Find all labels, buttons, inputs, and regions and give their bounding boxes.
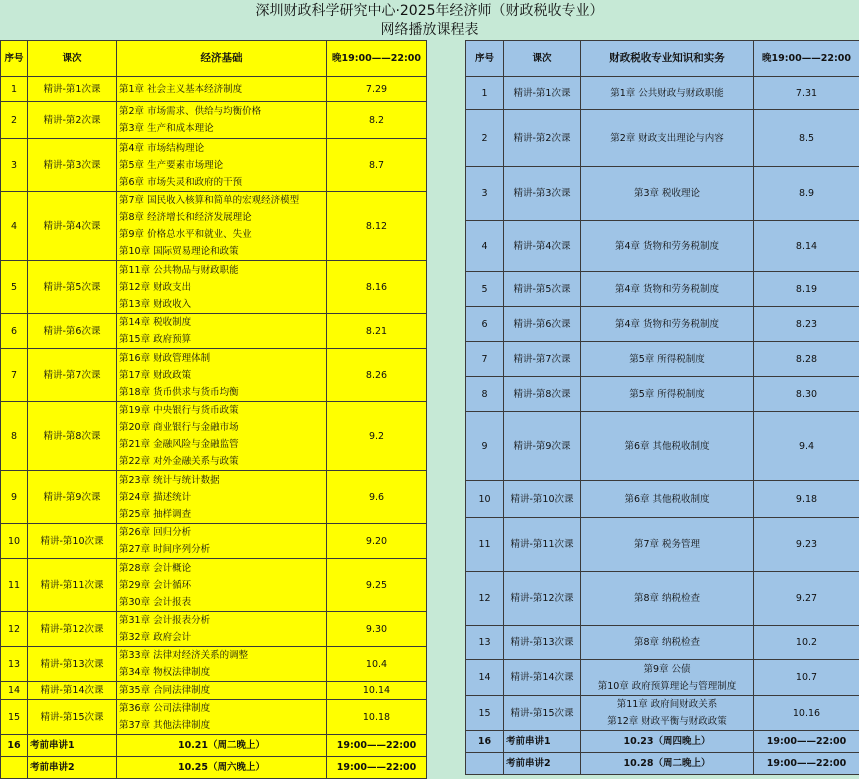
chapter-item: 第4章 货物和劳务税制度 [583, 238, 751, 255]
lesson-date: 9.27 [754, 572, 859, 626]
row-number: 11 [466, 518, 504, 572]
lesson-name: 精讲-第2次课 [28, 102, 117, 139]
chapter-list [581, 572, 754, 626]
table-row [466, 167, 859, 221]
row-number: 9 [1, 471, 28, 524]
chapter-list [117, 77, 327, 102]
chapter-item: 第2章 市场需求、供给与均衡价格 [119, 103, 324, 120]
lesson-name: 精讲-第10次课 [504, 481, 581, 518]
lesson-date: 10.4 [327, 647, 427, 682]
chapter-list [581, 272, 754, 307]
review-time: 19:00——22:00 [754, 731, 859, 753]
chapter-item: 第6章 其他税收制度 [583, 491, 751, 508]
lesson-date: 10.7 [754, 660, 859, 696]
review-lesson: 考前串讲1 [28, 735, 117, 757]
chapter-list [581, 412, 754, 481]
chapter-item: 第2章 财政支出理论与内容 [583, 130, 751, 147]
right-header-subject: 财政税收专业知识和实务 [581, 41, 754, 77]
row-number [466, 753, 504, 775]
table-row [466, 77, 859, 110]
left-header-time: 晚19:00——22:00 [327, 41, 427, 77]
chapter-item: 第13章 财政收入 [119, 296, 324, 313]
review-time: 19:00——22:00 [327, 757, 427, 779]
chapter-item: 第9章 公债 [583, 661, 751, 678]
chapter-item: 第36章 公司法律制度 [119, 700, 324, 717]
row-number: 9 [466, 412, 504, 481]
review-time: 19:00——22:00 [754, 753, 859, 775]
table-row [466, 307, 859, 342]
table-row [1, 102, 427, 139]
review-date: 10.23（周四晚上） [581, 731, 754, 753]
chapter-list [117, 682, 327, 700]
chapter-item: 第22章 对外金融关系与政策 [119, 453, 324, 470]
table-row [466, 660, 859, 696]
row-number: 7 [1, 349, 28, 402]
row-number: 16 [1, 735, 28, 757]
lesson-name: 精讲-第9次课 [28, 471, 117, 524]
review-lesson: 考前串讲2 [28, 757, 117, 779]
chapter-item: 第17章 财政政策 [119, 367, 324, 384]
lesson-name: 精讲-第14次课 [28, 682, 117, 700]
lesson-date: 7.29 [327, 77, 427, 102]
lesson-name: 精讲-第3次课 [28, 139, 117, 192]
right-header-no: 序号 [466, 41, 504, 77]
table-row [1, 139, 427, 192]
lesson-date: 10.16 [754, 696, 859, 731]
row-number: 12 [1, 612, 28, 647]
left-header-subject: 经济基础 [117, 41, 327, 77]
lesson-date: 9.2 [327, 402, 427, 471]
chapter-item: 第8章 纳税检查 [583, 634, 751, 651]
chapter-item: 第25章 抽样调查 [119, 506, 324, 523]
chapter-item: 第31章 会计报表分析 [119, 612, 324, 629]
chapter-item: 第6章 其他税收制度 [583, 438, 751, 455]
lesson-date: 10.18 [327, 700, 427, 735]
table-row [1, 559, 427, 612]
table-row [466, 272, 859, 307]
review-lesson: 考前串讲2 [504, 753, 581, 775]
lesson-date: 8.30 [754, 377, 859, 412]
table-row [1, 77, 427, 102]
row-number: 3 [1, 139, 28, 192]
review-row [1, 757, 427, 779]
chapter-list [117, 647, 327, 682]
chapter-item: 第29章 会计循环 [119, 577, 324, 594]
row-number: 14 [466, 660, 504, 696]
lesson-date: 7.31 [754, 77, 859, 110]
lesson-date: 9.18 [754, 481, 859, 518]
table-row [466, 696, 859, 731]
row-number [1, 757, 28, 779]
lesson-date: 8.19 [754, 272, 859, 307]
review-date: 10.21（周二晚上） [117, 735, 327, 757]
chapter-list [581, 342, 754, 377]
chapter-list [581, 307, 754, 342]
chapter-list [581, 77, 754, 110]
row-number: 4 [466, 221, 504, 272]
chapter-item: 第18章 货币供求与货币均衡 [119, 384, 324, 401]
row-number: 1 [1, 77, 28, 102]
row-number: 3 [466, 167, 504, 221]
review-time: 19:00——22:00 [327, 735, 427, 757]
chapter-item: 第19章 中央银行与货币政策 [119, 402, 324, 419]
review-lesson: 考前串讲1 [504, 731, 581, 753]
table-row [1, 612, 427, 647]
lesson-name: 精讲-第1次课 [504, 77, 581, 110]
chapter-item: 第33章 法律对经济关系的调整 [119, 647, 324, 664]
review-date: 10.25（周六晚上） [117, 757, 327, 779]
chapter-item: 第37章 其他法律制度 [119, 717, 324, 734]
chapter-list [581, 377, 754, 412]
chapter-list [117, 139, 327, 192]
row-number: 7 [466, 342, 504, 377]
lesson-date: 8.28 [754, 342, 859, 377]
chapter-list [117, 700, 327, 735]
lesson-date: 9.25 [327, 559, 427, 612]
lesson-name: 精讲-第1次课 [28, 77, 117, 102]
chapter-item: 第14章 税收制度 [119, 314, 324, 331]
chapter-list [581, 481, 754, 518]
row-number: 6 [466, 307, 504, 342]
chapter-list [117, 102, 327, 139]
lesson-name: 精讲-第13次课 [504, 626, 581, 660]
row-number: 5 [1, 261, 28, 314]
schedule-title [0, 0, 859, 40]
table-row [466, 221, 859, 272]
lesson-date: 9.23 [754, 518, 859, 572]
lesson-name: 精讲-第8次课 [504, 377, 581, 412]
lesson-date: 8.21 [327, 314, 427, 349]
chapter-item: 第11章 公共物品与财政职能 [119, 262, 324, 279]
row-number: 11 [1, 559, 28, 612]
lesson-date: 10.14 [327, 682, 427, 700]
chapter-item: 第9章 价格总水平和就业、失业 [119, 226, 324, 243]
right-header-row [466, 41, 859, 77]
chapter-item: 第32章 政府会计 [119, 629, 324, 646]
row-number: 6 [1, 314, 28, 349]
lesson-date: 8.7 [327, 139, 427, 192]
lesson-date: 8.2 [327, 102, 427, 139]
table-row [466, 626, 859, 660]
chapter-item: 第16章 财政管理体制 [119, 350, 324, 367]
review-row [466, 731, 859, 753]
chapter-item: 第24章 描述统计 [119, 489, 324, 506]
lesson-name: 精讲-第4次课 [504, 221, 581, 272]
table-row [1, 261, 427, 314]
lesson-date: 9.4 [754, 412, 859, 481]
chapter-list [581, 110, 754, 167]
right-header-lesson: 课次 [504, 41, 581, 77]
chapter-list [581, 660, 754, 696]
lesson-name: 精讲-第14次课 [504, 660, 581, 696]
table-row [1, 192, 427, 261]
chapter-item: 第5章 所得税制度 [583, 351, 751, 368]
chapter-item: 第21章 金融风险与金融监管 [119, 436, 324, 453]
chapter-list [117, 261, 327, 314]
lesson-name: 精讲-第8次课 [28, 402, 117, 471]
lesson-name: 精讲-第7次课 [504, 342, 581, 377]
row-number: 14 [1, 682, 28, 700]
chapter-list [117, 612, 327, 647]
lesson-name: 精讲-第5次课 [28, 261, 117, 314]
left-header-row [1, 41, 427, 77]
lesson-name: 精讲-第6次课 [504, 307, 581, 342]
lesson-name: 精讲-第15次课 [28, 700, 117, 735]
lesson-name: 精讲-第11次课 [504, 518, 581, 572]
title-line-2: 网络播放课程表 [0, 21, 859, 39]
lesson-date: 8.12 [327, 192, 427, 261]
row-number: 13 [466, 626, 504, 660]
review-row [1, 735, 427, 757]
lesson-name: 精讲-第5次课 [504, 272, 581, 307]
chapter-item: 第8章 经济增长和经济发展理论 [119, 209, 324, 226]
chapter-list [581, 626, 754, 660]
chapter-item: 第7章 国民收入核算和简单的宏观经济模型 [119, 192, 324, 209]
chapter-list [581, 518, 754, 572]
chapter-item: 第4章 货物和劳务税制度 [583, 316, 751, 333]
chapter-item: 第15章 政府预算 [119, 331, 324, 348]
title-line-1: 深圳财政科学研究中心·2025年经济师（财政税收专业） [0, 0, 859, 21]
chapter-item: 第1章 公共财政与财政职能 [583, 85, 751, 102]
lesson-date: 10.2 [754, 626, 859, 660]
table-row [1, 647, 427, 682]
chapter-item: 第10章 国际贸易理论和政策 [119, 243, 324, 260]
right-header-time: 晚19:00——22:00 [754, 41, 859, 77]
chapter-item: 第27章 时间序列分析 [119, 541, 324, 558]
table-row [1, 349, 427, 402]
lesson-date: 9.20 [327, 524, 427, 559]
chapter-item: 第34章 物权法律制度 [119, 664, 324, 681]
review-row [466, 753, 859, 775]
lesson-date: 9.30 [327, 612, 427, 647]
chapter-list [117, 471, 327, 524]
row-number: 2 [1, 102, 28, 139]
row-number: 8 [1, 402, 28, 471]
row-number: 10 [1, 524, 28, 559]
chapter-item: 第1章 社会主义基本经济制度 [119, 81, 324, 98]
chapter-item: 第10章 政府预算理论与管理制度 [583, 678, 751, 695]
lesson-name: 精讲-第4次课 [28, 192, 117, 261]
row-number: 16 [466, 731, 504, 753]
chapter-list [117, 559, 327, 612]
chapter-list [581, 167, 754, 221]
review-date: 10.28（周二晚上） [581, 753, 754, 775]
chapter-list [117, 192, 327, 261]
left-header-lesson: 课次 [28, 41, 117, 77]
table-row [466, 481, 859, 518]
row-number: 13 [1, 647, 28, 682]
lesson-date: 8.9 [754, 167, 859, 221]
chapter-list [117, 349, 327, 402]
table-row [466, 572, 859, 626]
lesson-date: 8.14 [754, 221, 859, 272]
lesson-name: 精讲-第15次课 [504, 696, 581, 731]
left-header-no: 序号 [1, 41, 28, 77]
lesson-name: 精讲-第12次课 [28, 612, 117, 647]
table-row [1, 700, 427, 735]
chapter-list [581, 696, 754, 731]
chapter-item: 第5章 生产要素市场理论 [119, 157, 324, 174]
table-row [1, 682, 427, 700]
chapter-item: 第3章 税收理论 [583, 185, 751, 202]
chapter-item: 第4章 货物和劳务税制度 [583, 281, 751, 298]
lesson-date: 8.26 [327, 349, 427, 402]
chapter-item: 第7章 税务管理 [583, 536, 751, 553]
lesson-name: 精讲-第6次课 [28, 314, 117, 349]
lesson-date: 9.6 [327, 471, 427, 524]
table-row [1, 314, 427, 349]
lesson-date: 8.16 [327, 261, 427, 314]
chapter-item: 第11章 政府间财政关系 [583, 696, 751, 713]
table-row [1, 402, 427, 471]
table-row [466, 412, 859, 481]
lesson-name: 精讲-第3次课 [504, 167, 581, 221]
lesson-name: 精讲-第10次课 [28, 524, 117, 559]
table-row [466, 377, 859, 412]
chapter-item: 第30章 会计报表 [119, 594, 324, 611]
chapter-list [581, 221, 754, 272]
row-number: 5 [466, 272, 504, 307]
chapter-item: 第8章 纳税检查 [583, 590, 751, 607]
lesson-name: 精讲-第7次课 [28, 349, 117, 402]
chapter-item: 第12章 财政平衡与财政政策 [583, 713, 751, 730]
lesson-name: 精讲-第11次课 [28, 559, 117, 612]
chapter-list [117, 524, 327, 559]
lesson-date: 8.5 [754, 110, 859, 167]
table-row [1, 524, 427, 559]
lesson-name: 精讲-第9次课 [504, 412, 581, 481]
chapter-list [117, 314, 327, 349]
chapter-item: 第6章 市场失灵和政府的干预 [119, 174, 324, 191]
table-row [466, 110, 859, 167]
table-row [466, 342, 859, 377]
chapter-item: 第5章 所得税制度 [583, 386, 751, 403]
economics-basics-table [0, 40, 427, 779]
lesson-name: 精讲-第2次课 [504, 110, 581, 167]
table-row [1, 471, 427, 524]
chapter-item: 第35章 合同法律制度 [119, 682, 324, 699]
row-number: 15 [1, 700, 28, 735]
row-number: 4 [1, 192, 28, 261]
table-row [466, 518, 859, 572]
table-gap [426, 40, 465, 775]
row-number: 2 [466, 110, 504, 167]
chapter-item: 第20章 商业银行与金融市场 [119, 419, 324, 436]
row-number: 1 [466, 77, 504, 110]
row-number: 15 [466, 696, 504, 731]
lesson-name: 精讲-第12次课 [504, 572, 581, 626]
chapter-item: 第3章 生产和成本理论 [119, 120, 324, 137]
chapter-list [117, 402, 327, 471]
chapter-item: 第23章 统计与统计数据 [119, 472, 324, 489]
chapter-item: 第4章 市场结构理论 [119, 140, 324, 157]
finance-tax-table [465, 40, 859, 775]
lesson-name: 精讲-第13次课 [28, 647, 117, 682]
row-number: 8 [466, 377, 504, 412]
chapter-item: 第26章 回归分析 [119, 524, 324, 541]
row-number: 12 [466, 572, 504, 626]
chapter-item: 第12章 财政支出 [119, 279, 324, 296]
lesson-date: 8.23 [754, 307, 859, 342]
row-number: 10 [466, 481, 504, 518]
chapter-item: 第28章 会计概论 [119, 560, 324, 577]
